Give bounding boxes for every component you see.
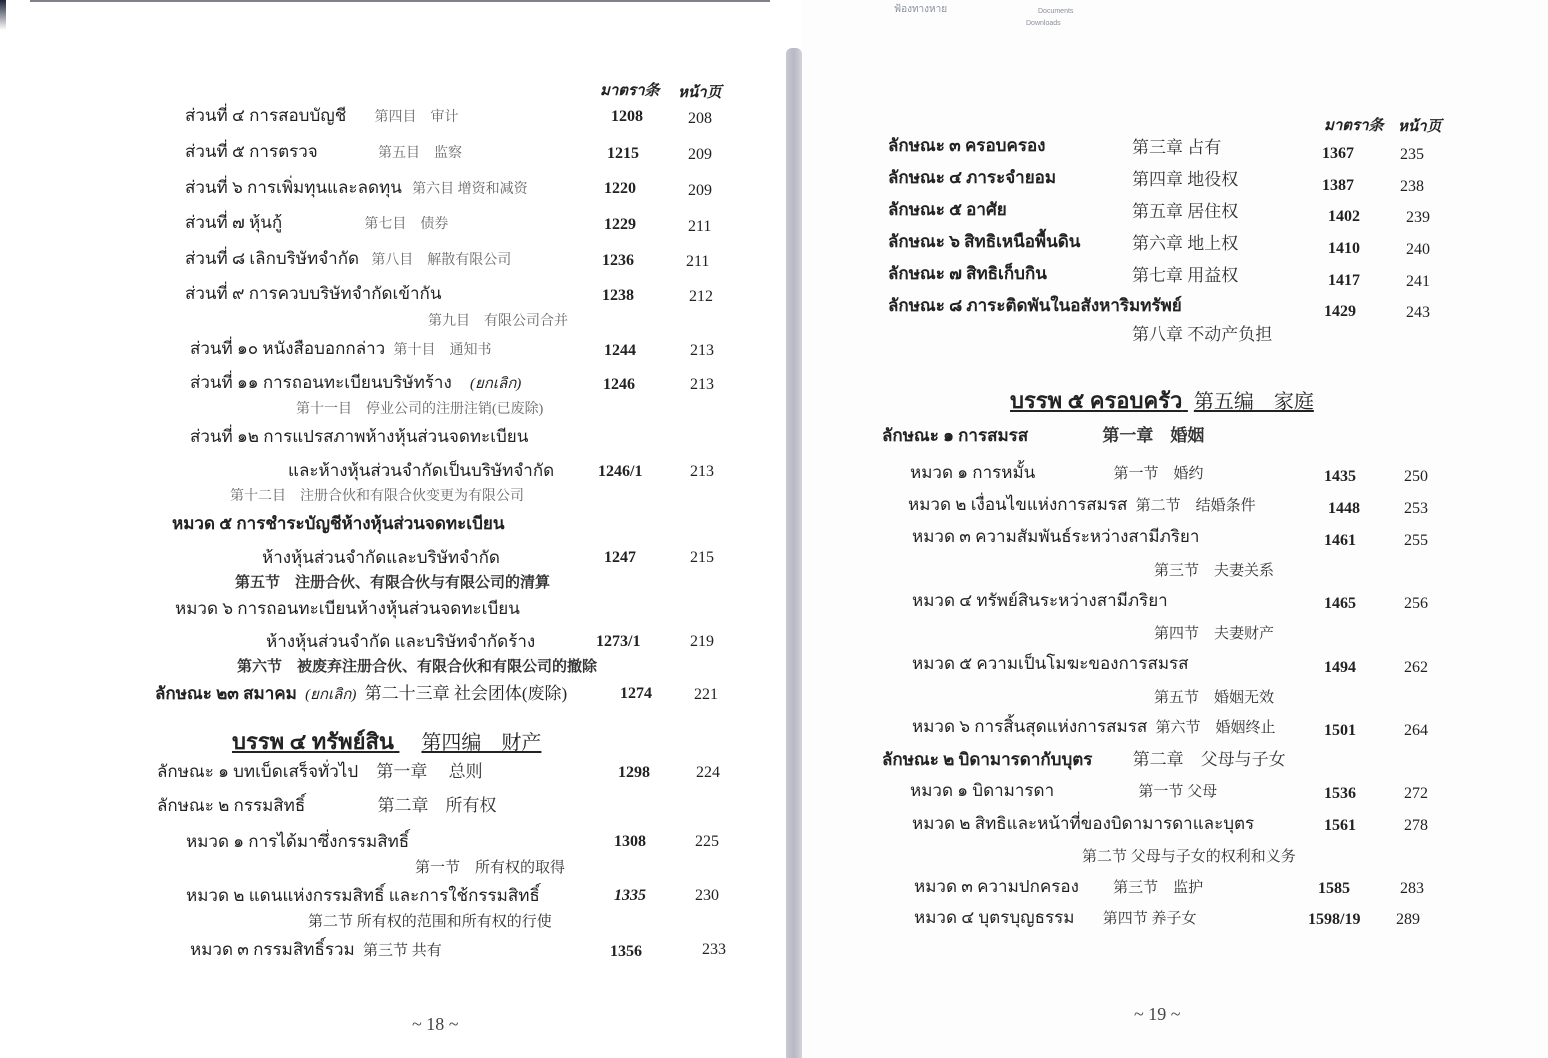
article-number: 1335 [614, 887, 646, 904]
page-number: 208 [688, 110, 712, 127]
article-number: 1461 [1324, 532, 1356, 549]
toc-chinese-line: 第六节 被废弃注册合伙、有限合伙和有限公司的撤除 [237, 659, 598, 675]
scan-corner-shadow [0, 0, 6, 30]
toc-entry: หมวด ๖ การถอนทะเบียนห้างหุ้นส่วนจดทะเบียน [175, 599, 520, 618]
chinese-chapter: 第六章 地上权 [1132, 234, 1239, 253]
bleed-through-text: Documents [1038, 8, 1074, 15]
article-number: 1274 [620, 685, 652, 702]
page-number: 289 [1396, 911, 1420, 928]
article-number: 1236 [602, 252, 634, 269]
book-title: บรรพ ๔ ทรัพย์สิน 第四编 财产 [232, 729, 542, 754]
article-number: 1246/1 [598, 463, 643, 480]
article-number: 1402 [1328, 208, 1360, 225]
page-number: 255 [1404, 532, 1428, 549]
page-number: 225 [695, 833, 719, 850]
article-number: 1598/19 [1308, 911, 1361, 928]
toc-entry: หมวด ๔ บุตรบุญธรรม 第四节 养子女 [914, 908, 1197, 927]
bleed-through-text: ฟ้องทางหาย [894, 4, 948, 15]
page-number: 283 [1400, 880, 1424, 897]
toc-entry: ส่วนที่ ๖ การเพิ่มทุนและลดทุน 第六目 增资和减资 [185, 178, 528, 197]
page-folio: ~ 18 ~ [412, 1014, 459, 1034]
toc-chinese-line: 第八章 不动产负担 [1132, 325, 1273, 344]
toc-entry: ส่วนที่ ๑๐ หนังสือบอกกล่าว 第十目 通知书 [190, 339, 492, 358]
article-number: 1208 [611, 108, 643, 125]
toc-entry: หมวด ๒ เงื่อนไขแห่งการสมรส 第二节 结婚条件 [908, 495, 1256, 514]
page-number: 211 [686, 253, 710, 270]
toc-chinese-line: 第五节 注册合伙、有限合伙与有限公司的清算 [235, 575, 551, 591]
page-number: 213 [690, 376, 714, 393]
article-number: 1417 [1328, 272, 1360, 289]
article-number: 1238 [602, 287, 634, 304]
page-number: 253 [1404, 500, 1428, 517]
article-number: 1585 [1318, 880, 1350, 897]
bleed-through-text: Downloads [1026, 20, 1061, 27]
toc-entry: ส่วนที่ ๙ การควบบริษัทจำกัดเข้ากัน [185, 284, 442, 303]
column-header-article: มาตรา条 [600, 83, 660, 99]
article-number: 1429 [1324, 303, 1356, 320]
article-number: 1298 [618, 764, 650, 781]
toc-entry: ลักษณะ ๖ สิทธิเหนือพื้นดิน [888, 232, 1081, 251]
article-number: 1367 [1322, 145, 1354, 162]
toc-entry: หมวด ๓ ความปกครอง 第三节 监护 [914, 877, 1204, 896]
toc-entry: หมวด ๑ การหมั้น 第一节 婚约 [910, 463, 1204, 482]
toc-chinese-line: 第十一目 停业公司的注册注销(已废除) [296, 402, 544, 417]
toc-entry: ลักษณะ ๑ การสมรส 第一章 婚姻 [882, 426, 1205, 445]
chinese-chapter: 第七章 用益权 [1132, 266, 1239, 285]
column-header-page: หน้า页 [1398, 119, 1442, 135]
toc-chinese-line: 第二节 父母与子女的权利和义务 [1082, 849, 1296, 865]
toc-chinese-line: 第二节 所有权的范围和所有权的行使 [308, 914, 552, 930]
page-number: 230 [695, 887, 719, 904]
page-number: 235 [1400, 146, 1424, 163]
toc-chinese-line: 第九目 有限公司合并 [428, 314, 568, 329]
page-number: 262 [1404, 659, 1428, 676]
toc-entry: ส่วนที่ ๑๒ การแปรสภาพห้างหุ้นส่วนจดทะเบียน [190, 427, 529, 446]
article-number: 1494 [1324, 659, 1356, 676]
toc-entry: ส่วนที่ ๗ หุ้นกู้ 第七目 债券 [185, 213, 449, 232]
toc-entry: ส่วนที่ ๑๑ การถอนทะเบียนบริษัทร้าง (ยกเลิก) [190, 373, 522, 392]
chinese-chapter: 第五章 居住权 [1132, 202, 1239, 221]
article-number: 1247 [604, 549, 636, 566]
toc-entry: ลักษณะ ๗ สิทธิเก็บกิน [888, 264, 1047, 283]
toc-entry: หมวด ๒ แดนแห่งกรรมสิทธิ์ และการใช้กรรมสิทธิ์ [186, 886, 540, 905]
page-number: 272 [1404, 785, 1428, 802]
article-number: 1501 [1324, 722, 1356, 739]
toc-chinese-line: 第三节 夫妻关系 [1154, 563, 1275, 579]
page-number: 264 [1404, 722, 1428, 739]
page-number: 241 [1406, 273, 1430, 290]
right-page [802, 0, 1548, 1058]
toc-entry: ลักษณะ ๒๓ สมาคม (ยกเลิก) 第二十三章 社会团体(废除) [155, 684, 568, 703]
toc-entry: ลักษณะ ๕ อาศัย [888, 200, 1007, 219]
article-number: 1448 [1328, 500, 1360, 517]
article-number: 1435 [1324, 468, 1356, 485]
page-number: 213 [690, 463, 714, 480]
page-number: 219 [690, 633, 714, 650]
page-number: 211 [688, 218, 712, 235]
toc-entry: ลักษณะ ๔ ภาระจำยอม [888, 168, 1057, 187]
toc-entry: ส่วนที่ ๘ เลิกบริษัทจำกัด 第八目 解散有限公司 [185, 249, 512, 268]
toc-chinese-line: 第五节 婚姻无效 [1154, 690, 1275, 706]
page-number: 250 [1404, 468, 1428, 485]
toc-entry: หมวด ๖ การสิ้นสุดแห่งการสมรส 第六节 婚姻终止 [912, 717, 1276, 736]
article-number: 1220 [604, 180, 636, 197]
toc-entry-continuation: ห้างหุ้นส่วนจำกัด และบริษัทจำกัดร้าง [266, 632, 536, 651]
column-header-article: มาตรา条 [1324, 118, 1384, 134]
toc-entry: หมวด ๑ บิดามารดา 第一节 父母 [910, 781, 1218, 800]
page-number: 221 [694, 686, 718, 703]
article-number: 1273/1 [596, 633, 641, 650]
article-number: 1536 [1324, 785, 1356, 802]
article-number: 1387 [1322, 177, 1354, 194]
page-number: 224 [696, 764, 720, 781]
toc-entry: ส่วนที่ ๕ การตรวจ 第五目 监察 [185, 142, 463, 161]
page-number: 212 [689, 288, 713, 305]
page-number: 239 [1406, 209, 1430, 226]
article-number: 1356 [610, 943, 642, 960]
toc-entry: ลักษณะ ๑ บทเบ็ดเสร็จทั่วไป 第一章 总则 [157, 762, 483, 781]
article-number: 1246 [603, 376, 635, 393]
toc-entry: หมวด ๕ ความเป็นโมฆะของการสมรส [912, 654, 1189, 673]
toc-entry: หมวด ๓ ความสัมพันธ์ระหว่างสามีภริยา [912, 527, 1200, 546]
toc-chinese-line: 第四节 夫妻财产 [1154, 626, 1275, 642]
toc-entry: หมวด ๔ ทรัพย์สินระหว่างสามีภริยา [912, 591, 1168, 610]
book-title: บรรพ ๕ ครอบครัว 第五编 家庭 [1010, 388, 1314, 413]
article-number: 1229 [604, 216, 636, 233]
page-number: 243 [1406, 304, 1430, 321]
toc-entry: ส่วนที่ ๔ การสอบบัญชี 第四目 审计 [185, 106, 459, 125]
article-number: 1308 [614, 833, 646, 850]
toc-entry: ลักษณะ ๘ ภาระติดพันในอสังหาริมทรัพย์ [888, 296, 1182, 315]
page-number: 209 [688, 146, 712, 163]
toc-entry-continuation: ห้างหุ้นส่วนจำกัดและบริษัทจำกัด [262, 548, 500, 567]
toc-entry: ลักษณะ ๒ บิดามารดากับบุตร 第二章 父母与子女 [882, 750, 1286, 769]
toc-entry: ลักษณะ ๒ กรรมสิทธิ์ 第二章 所有权 [157, 796, 497, 815]
toc-entry: ลักษณะ ๓ ครอบครอง [888, 136, 1046, 155]
page-number: 240 [1406, 241, 1430, 258]
toc-entry-continuation: และห้างหุ้นส่วนจำกัดเป็นบริษัทจำกัด [288, 461, 555, 480]
scan-top-edge [30, 0, 770, 2]
chinese-chapter: 第四章 地役权 [1132, 170, 1239, 189]
toc-chinese-line: 第十二目 注册合伙和有限合伙变更为有限公司 [230, 489, 524, 504]
page-number: 238 [1400, 178, 1424, 195]
page-number: 209 [688, 182, 712, 199]
chinese-chapter: 第三章 占有 [1132, 138, 1222, 157]
article-number: 1465 [1324, 595, 1356, 612]
page-number: 213 [690, 342, 714, 359]
toc-entry: หมวด ๒ สิทธิและหน้าที่ของบิดามารดาและบุตร [912, 814, 1255, 833]
toc-entry: หมวด ๕ การชำระบัญชีห้างหุ้นส่วนจดทะเบียน [172, 514, 505, 533]
article-number: 1215 [607, 145, 639, 162]
book-spine [786, 48, 802, 1058]
article-number: 1561 [1324, 817, 1356, 834]
page-number: 278 [1404, 817, 1428, 834]
article-number: 1410 [1328, 240, 1360, 257]
page-number: 233 [702, 941, 726, 958]
toc-entry: หมวด ๓ กรรมสิทธิ์รวม 第三节 共有 [190, 940, 442, 959]
page-number: 256 [1404, 595, 1428, 612]
page-folio: ~ 19 ~ [1134, 1004, 1181, 1024]
article-number: 1244 [604, 342, 636, 359]
toc-chinese-line: 第一节 所有权的取得 [415, 860, 566, 876]
toc-entry: หมวด ๑ การได้มาซึ่งกรรมสิทธิ์ [186, 832, 410, 851]
page-number: 215 [690, 549, 714, 566]
column-header-page: หน้า页 [678, 85, 722, 101]
